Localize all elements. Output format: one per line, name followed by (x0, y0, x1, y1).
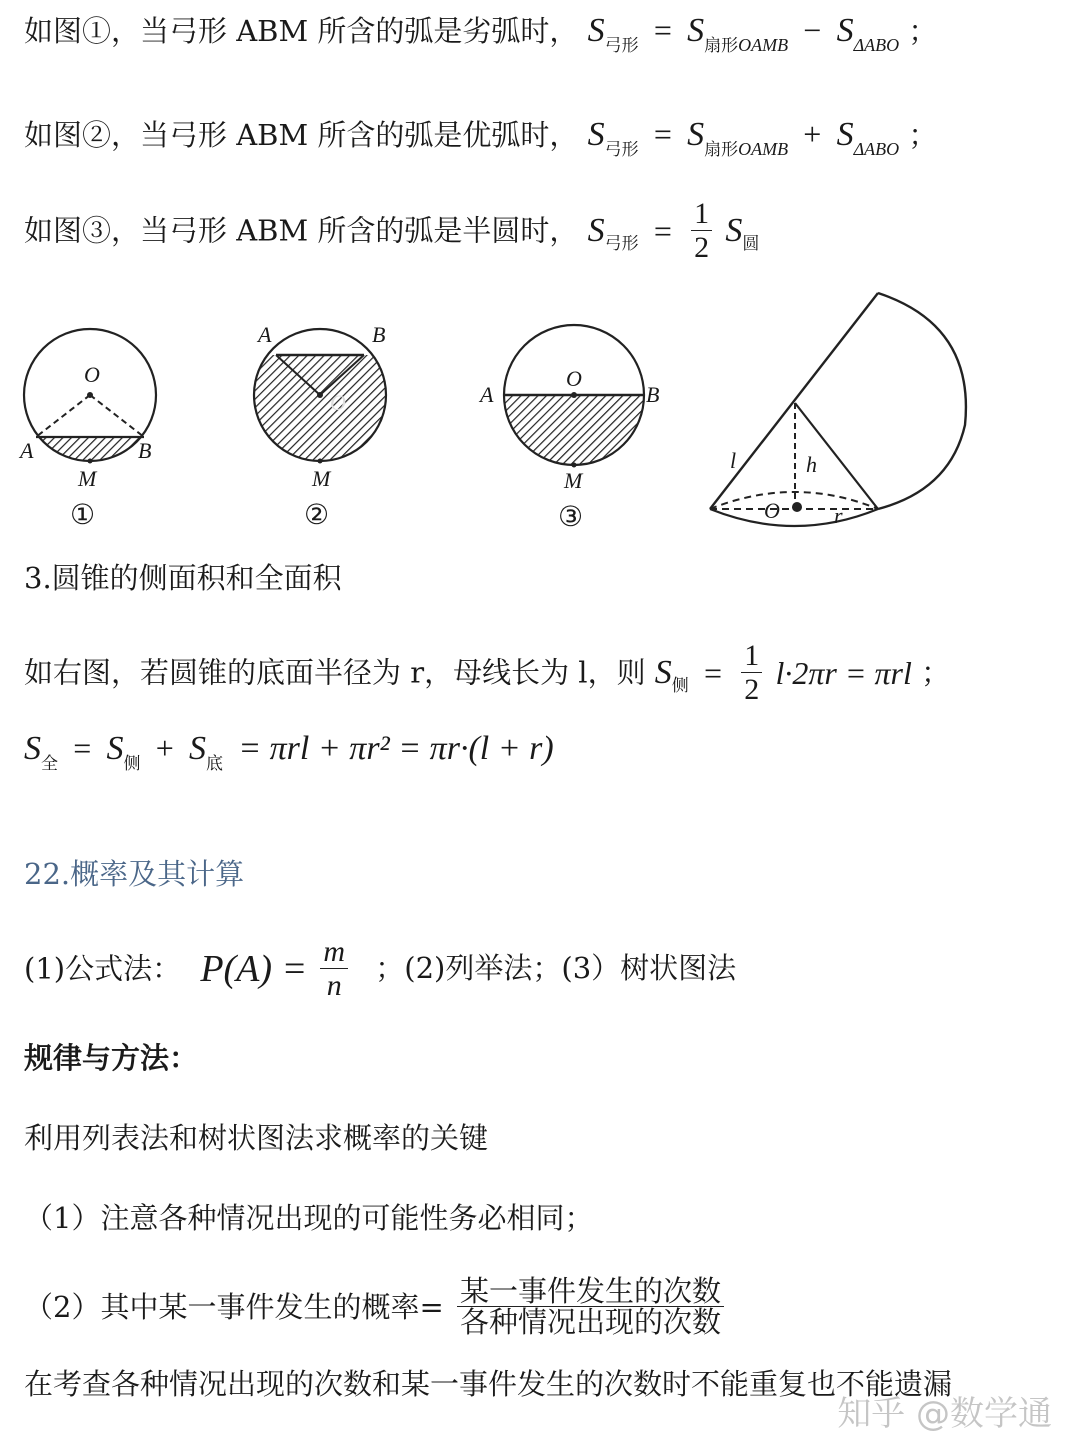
formula-symbol: S (106, 730, 124, 767)
fraction-denominator: 各种情况出现的次数 (459, 1305, 721, 1340)
fraction-numerator: 某一事件发生的次数 (457, 1276, 724, 1307)
formula-symbol: S (587, 12, 605, 49)
fig1-label-o: O (84, 362, 100, 387)
fraction-numerator: 1 (741, 640, 762, 673)
point-1-text: （1）注意各种情况出现的可能性务必相同； (24, 1201, 594, 1235)
fig2-label-o: O (330, 390, 346, 415)
formula-subscript: 扇形 (704, 36, 739, 56)
formula-subscript: 底 (205, 754, 223, 774)
formula-subscript: 圆 (742, 233, 760, 254)
formula-subscript: OAMB (738, 35, 789, 55)
fig2-label-a: A (258, 322, 272, 347)
formula-subscript: 侧 (123, 754, 141, 774)
semicolon: ； (921, 655, 951, 690)
formula-subscript: 扇形 (704, 140, 739, 160)
fraction-one-half (741, 640, 762, 706)
fig3-label-o: O (566, 366, 582, 391)
segment-case1-line (24, 12, 938, 56)
minus-sign: − (803, 12, 822, 48)
cone-label-o: O (764, 498, 780, 523)
case2-text: 如图②，当弓形 ABM 所含的弧是优弧时， (24, 118, 579, 152)
fig1-label-a: A (20, 438, 34, 463)
probability-section-title: 22.概率及其计算 (24, 857, 245, 891)
formula-symbol: S (687, 116, 705, 153)
cone-intro-text: 如右图，若圆锥的底面半径为 r，母线长为 l，则 (24, 655, 646, 690)
point-2-line (24, 1276, 728, 1339)
formula-symbol: S (836, 116, 854, 153)
cone-label-h: h (806, 452, 817, 477)
equals-sign: = (653, 116, 672, 152)
rules-title: 规律与方法： (24, 1041, 199, 1075)
equals-sign: = (653, 12, 672, 48)
lateral-area-formula: l·2πr = πrl (775, 654, 912, 691)
formula-subscript: 弓形 (604, 36, 639, 56)
formula-subscript: ΔABO (853, 35, 900, 55)
formula-symbol: S (587, 211, 605, 249)
cone-unfolding-figure (700, 285, 1080, 535)
equals-sign: = (653, 212, 672, 249)
fig1-caption: ① (70, 498, 96, 531)
segment-case3-line (24, 198, 759, 264)
total-area-formula: = πrl + πr² = πr·(l + r) (238, 730, 554, 767)
plus-sign: + (803, 116, 822, 152)
cone-lateral-line (24, 640, 950, 706)
cone-section-title: 3.圆锥的侧面积和全面积 (24, 561, 342, 595)
probability-word-fraction (457, 1276, 724, 1339)
semicolon: ； (908, 118, 938, 152)
formula-subscript: ΔABO (853, 139, 900, 159)
methods-2-3-text: ；(2)列举法；(3）树状图法 (375, 951, 737, 986)
fig1-label-b: B (138, 438, 152, 463)
formula-symbol: S (587, 116, 605, 153)
formula-subscript: 侧 (671, 675, 689, 696)
semicolon: ； (908, 14, 938, 48)
fraction-numerator: m (320, 936, 348, 969)
equals-sign: = (704, 654, 723, 691)
fraction-m-over-n (320, 936, 348, 1002)
formula-subscript: 弓形 (604, 233, 639, 254)
fig3-label-b: B (646, 382, 660, 407)
probability-methods-line (24, 936, 736, 1002)
formula-symbol: S (725, 211, 743, 249)
segment-case2-line (24, 116, 938, 160)
fig3-label-m: M (564, 468, 583, 493)
fig3-label-a: A (480, 382, 494, 407)
plus-sign: + (155, 730, 174, 766)
equals-sign: = (73, 730, 92, 766)
fig2-label-b: B (372, 322, 386, 347)
formula-symbol: S (836, 12, 854, 49)
cone-total-line (24, 730, 554, 774)
point-2-prefix: （2）其中某一事件发生的概率= (24, 1290, 444, 1325)
formula-symbol: S (188, 730, 206, 767)
formula-symbol: S (654, 653, 672, 691)
fraction-numerator: 1 (691, 198, 712, 231)
method-1-label: (1)公式法： (24, 951, 182, 986)
formula-subscript: OAMB (738, 139, 789, 159)
formula-subscript: 全 (41, 754, 58, 774)
probability-formula-lhs: P(A) = (200, 947, 308, 990)
fraction-denominator: 2 (744, 672, 760, 706)
case1-text: 如图①，当弓形 ABM 所含的弧是劣弧时， (24, 14, 579, 48)
fraction-denominator: 2 (694, 230, 710, 264)
formula-symbol: S (24, 730, 41, 767)
fig1-label-m: M (78, 466, 97, 491)
fraction-one-half (691, 198, 712, 264)
case3-text: 如图③，当弓形 ABM 所含的弧是半圆时， (24, 213, 579, 248)
fig3-caption: ③ (558, 500, 584, 533)
formula-subscript: 弓形 (604, 140, 639, 160)
cone-label-r: r (834, 503, 843, 528)
fig2-label-m: M (312, 466, 331, 491)
key-intro-text: 利用列表法和树状图法求概率的关键 (24, 1121, 489, 1155)
fraction-denominator: n (326, 968, 342, 1002)
zhihu-watermark: 知乎 @数学通 (837, 1394, 1052, 1434)
fig2-caption: ② (304, 498, 330, 531)
final-note-text: 在考查各种情况出现的次数和某一事件发生的次数时不能重复也不能遗漏 (24, 1367, 953, 1401)
cone-label-l: l (730, 448, 737, 473)
formula-symbol: S (687, 12, 705, 49)
